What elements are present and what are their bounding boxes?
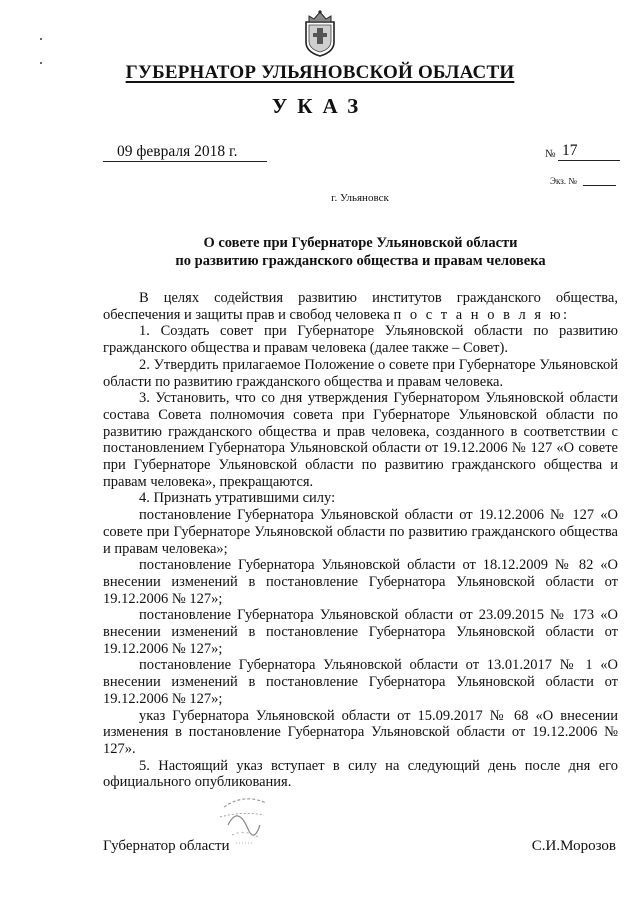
decree-title	[103, 234, 618, 270]
number-sign: №	[545, 148, 556, 160]
coat-of-arms-icon	[300, 8, 340, 58]
decree-verb: п о с т а н о в л я ю:	[393, 306, 570, 323]
decree-number: 17	[558, 141, 620, 161]
body-paragraph: указ Губернатора Ульяновской области от 15.09.2017 № 68 «О внесении изменения в постановление Губернатора Ульяновской области от 19.12.2006 № 127».	[103, 707, 618, 757]
body-paragraph: постановление Губернатора Ульяновской области от 18.12.2009 № 82 «О внесении изменений в постановление Губернатора Ульяновской области от 19.12.2006 № 127»;	[103, 557, 618, 607]
title-line: по развитию гражданского общества и правам человека	[175, 253, 546, 269]
intro-text: В целях содействия развитию институтов гражданского общества, обеспечения и защиты прав и свобод человека	[103, 290, 618, 323]
decree-date: 09 февраля 2018 г.	[103, 142, 267, 162]
document-type: УКАЗ	[271, 94, 369, 118]
body-paragraph: 1. Создать совет при Губернаторе Ульяновской области по развитию гражданского общества и правам человека (далее также – Совет).	[103, 323, 618, 357]
body-paragraph: постановление Губернатора Ульяновской области от 19.12.2006 № 127 «О совете при Губернаторе Ульяновской области по развитию гражданского общества и правам человека»;	[103, 507, 618, 557]
body-paragraph: 5. Настоящий указ вступает в силу на следующий день после дня его официального опубликования.	[103, 757, 618, 791]
copy-number-line	[583, 185, 616, 186]
body-paragraph: 3. Установить, что со дня утверждения Губернатором Ульяновской области состава Совета полномочия совета при Губернаторе Ульяновской области по развитию гражданского общества и прав человека, созданного в соответствии с постановлением Губернатора Ульяновской области от 19.12.2006 № 127 «О совете при Губернаторе Ульяновской области по развитию гражданского общества и правам человека», прекращаются.	[103, 390, 618, 490]
city-name: г. Ульяновск	[331, 192, 389, 204]
intro-paragraph	[103, 290, 618, 323]
title-line: О совете при Губернаторе Ульяновской области	[203, 235, 518, 251]
signatory-name: С.И.Морозов	[531, 838, 616, 854]
body-paragraph: постановление Губернатора Ульяновской области от 13.01.2017 № 1 «О внесении изменений в постановление Губернатора Ульяновской области от 19.12.2006 № 127»;	[103, 657, 618, 707]
scan-speck	[40, 38, 42, 40]
body-paragraph: постановление Губернатора Ульяновской области от 23.09.2015 № 173 «О внесении изменений в постановление Губернатора Ульяновской области от 19.12.2006 № 127»;	[103, 607, 618, 657]
body-paragraph: 2. Утвердить прилагаемое Положение о совете при Губернаторе Ульяновской области по развитию гражданского общества и правам человека.	[103, 356, 618, 390]
decree-body	[103, 290, 618, 791]
issuer-heading: ГУБЕРНАТОР УЛЬЯНОВСКОЙ ОБЛАСТИ	[125, 62, 515, 83]
signatory-title: Губернатор области	[103, 838, 230, 854]
copy-number-label: Экз. №	[550, 176, 577, 186]
body-paragraph: 4. Признать утратившими силу:	[139, 490, 336, 507]
